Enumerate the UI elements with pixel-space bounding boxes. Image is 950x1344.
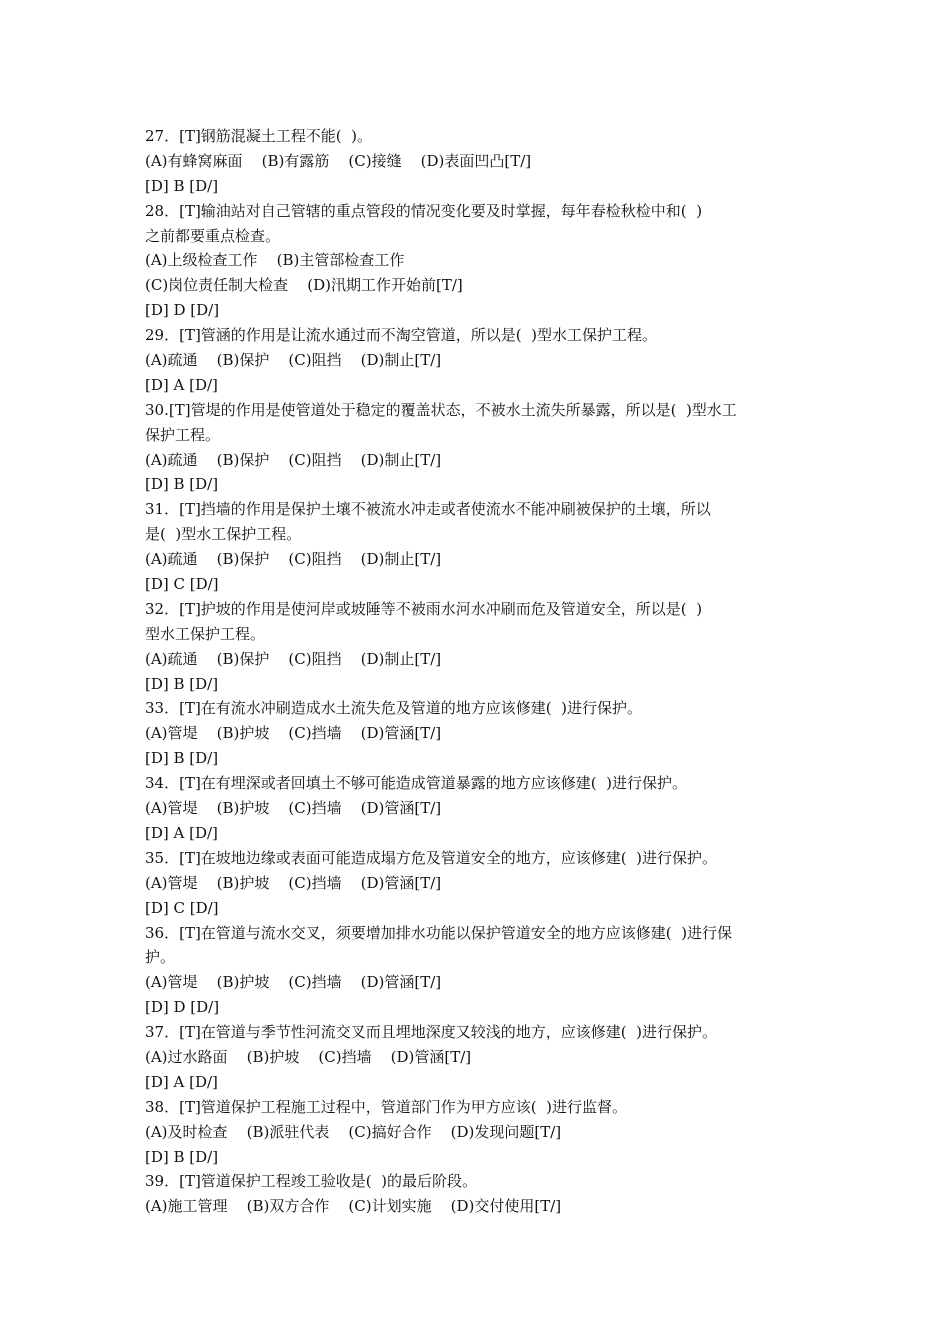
question-27: 27．[T]钢筋混凝土工程不能( )。 [145,127,373,145]
question-34: 34．[T]在有埋深或者回填土不够可能造成管道暴露的地方应该修建( )进行保护。 [145,774,688,793]
answer-27: [D] B [D/] [145,176,219,195]
options-36: (A)管堤 (B)护坡 (C)挡墙 (D)管涵[T/] [145,973,442,992]
answer-36: [D] D [D/] [145,998,220,1017]
answer-33: [D] B [D/] [145,749,219,768]
question-35: 35．[T]在坡地边缘或表面可能造成塌方危及管道安全的地方，应该修建( )进行保护。 [145,848,718,867]
answer-34: [D] A [D/] [145,823,218,842]
question-28: 28．[T]输油站对自己管辖的重点管段的情况变化要及时掌握，每年春检秋检中和( ) [145,201,703,220]
question-31: 31．[T]挡墙的作用是保护土壤不被流水冲走或者使流水不能冲刷被保护的土壤，所以 [145,500,711,519]
question-30: 30.[T]管堤的作用是使管道处于稳定的覆盖状态，不被水土流失所暴露，所以是( )型水工 [145,400,737,419]
answer-32: [D] B [D/] [145,674,219,693]
options-33: (A)管堤 (B)护坡 (C)挡墙 (D)管涵[T/] [145,724,442,743]
question-31-cont: 是( )型水工保护工程。 [145,525,302,544]
question-30-cont: 保护工程。 [145,425,221,444]
answer-38: [D] B [D/] [145,1147,219,1166]
question-38: 38．[T]管道保护工程施工过程中，管道部门作为甲方应该( )进行监督。 [145,1097,628,1116]
options-30: (A)疏通 (B)保护 (C)阻挡 (D)制止[T/] [145,450,442,469]
question-32-cont: 型水工保护工程。 [145,624,266,643]
options-35: (A)管堤 (B)护坡 (C)挡墙 (D)管涵[T/] [145,873,442,892]
answer-35: [D] C [D/] [145,898,219,917]
options-28-b: (C)岗位责任制大检查 (D)汛期工作开始前[T/] [145,276,463,295]
answer-31: [D] C [D/] [145,575,219,594]
answer-28: [D] D [D/] [145,301,220,320]
answer-37: [D] A [D/] [145,1072,218,1091]
options-38: (A)及时检查 (B)派驻代表 (C)搞好合作 (D)发现问题[T/] [145,1122,562,1141]
options-31: (A)疏通 (B)保护 (C)阻挡 (D)制止[T/] [145,550,442,569]
question-29: 29．[T]管涵的作用是让流水通过而不淘空管道，所以是( )型水工保护工程。 [145,326,658,345]
question-32: 32．[T]护坡的作用是使河岸或坡陲等不被雨水河水冲刷而危及管道安全，所以是( ) [145,599,703,618]
options-37: (A)过水路面 (B)护坡 (C)挡墙 (D)管涵[T/] [145,1047,472,1066]
options-32: (A)疏通 (B)保护 (C)阻挡 (D)制止[T/] [145,649,442,668]
options-39: (A)施工管理 (B)双方合作 (C)计划实施 (D)交付使用[T/] [145,1197,562,1216]
question-36: 36．[T]在管道与流水交叉，须要增加排水功能以保护管道安全的地方应该修建( )进行保 [145,923,733,942]
options-34: (A)管堤 (B)护坡 (C)挡墙 (D)管涵[T/] [145,799,442,818]
question-28-cont: 之前都要重点检查。 [145,226,281,245]
options-28-a: (A)上级检查工作 (B)主管部检查工作 [145,251,405,270]
question-list [145,124,810,1219]
question-33: 33．[T]在有流水冲刷造成水土流失危及管道的地方应该修建( )进行保护。 [145,699,643,718]
answer-30: [D] B [D/] [145,475,219,494]
question-37: 37．[T]在管道与季节性河流交叉而且埋地深度又较浅的地方，应该修建( )进行保护。 [145,1023,718,1042]
question-39: 39．[T]管道保护工程竣工验收是( )的最后阶段。 [145,1172,478,1191]
question-36-cont: 护。 [145,948,176,967]
options-27: (A)有蜂窝麻面 (B)有露筋 (C)接缝 (D)表面凹凸[T/] [145,151,532,170]
answer-29: [D] A [D/] [145,375,218,394]
options-29: (A)疏通 (B)保护 (C)阻挡 (D)制止[T/] [145,351,442,370]
